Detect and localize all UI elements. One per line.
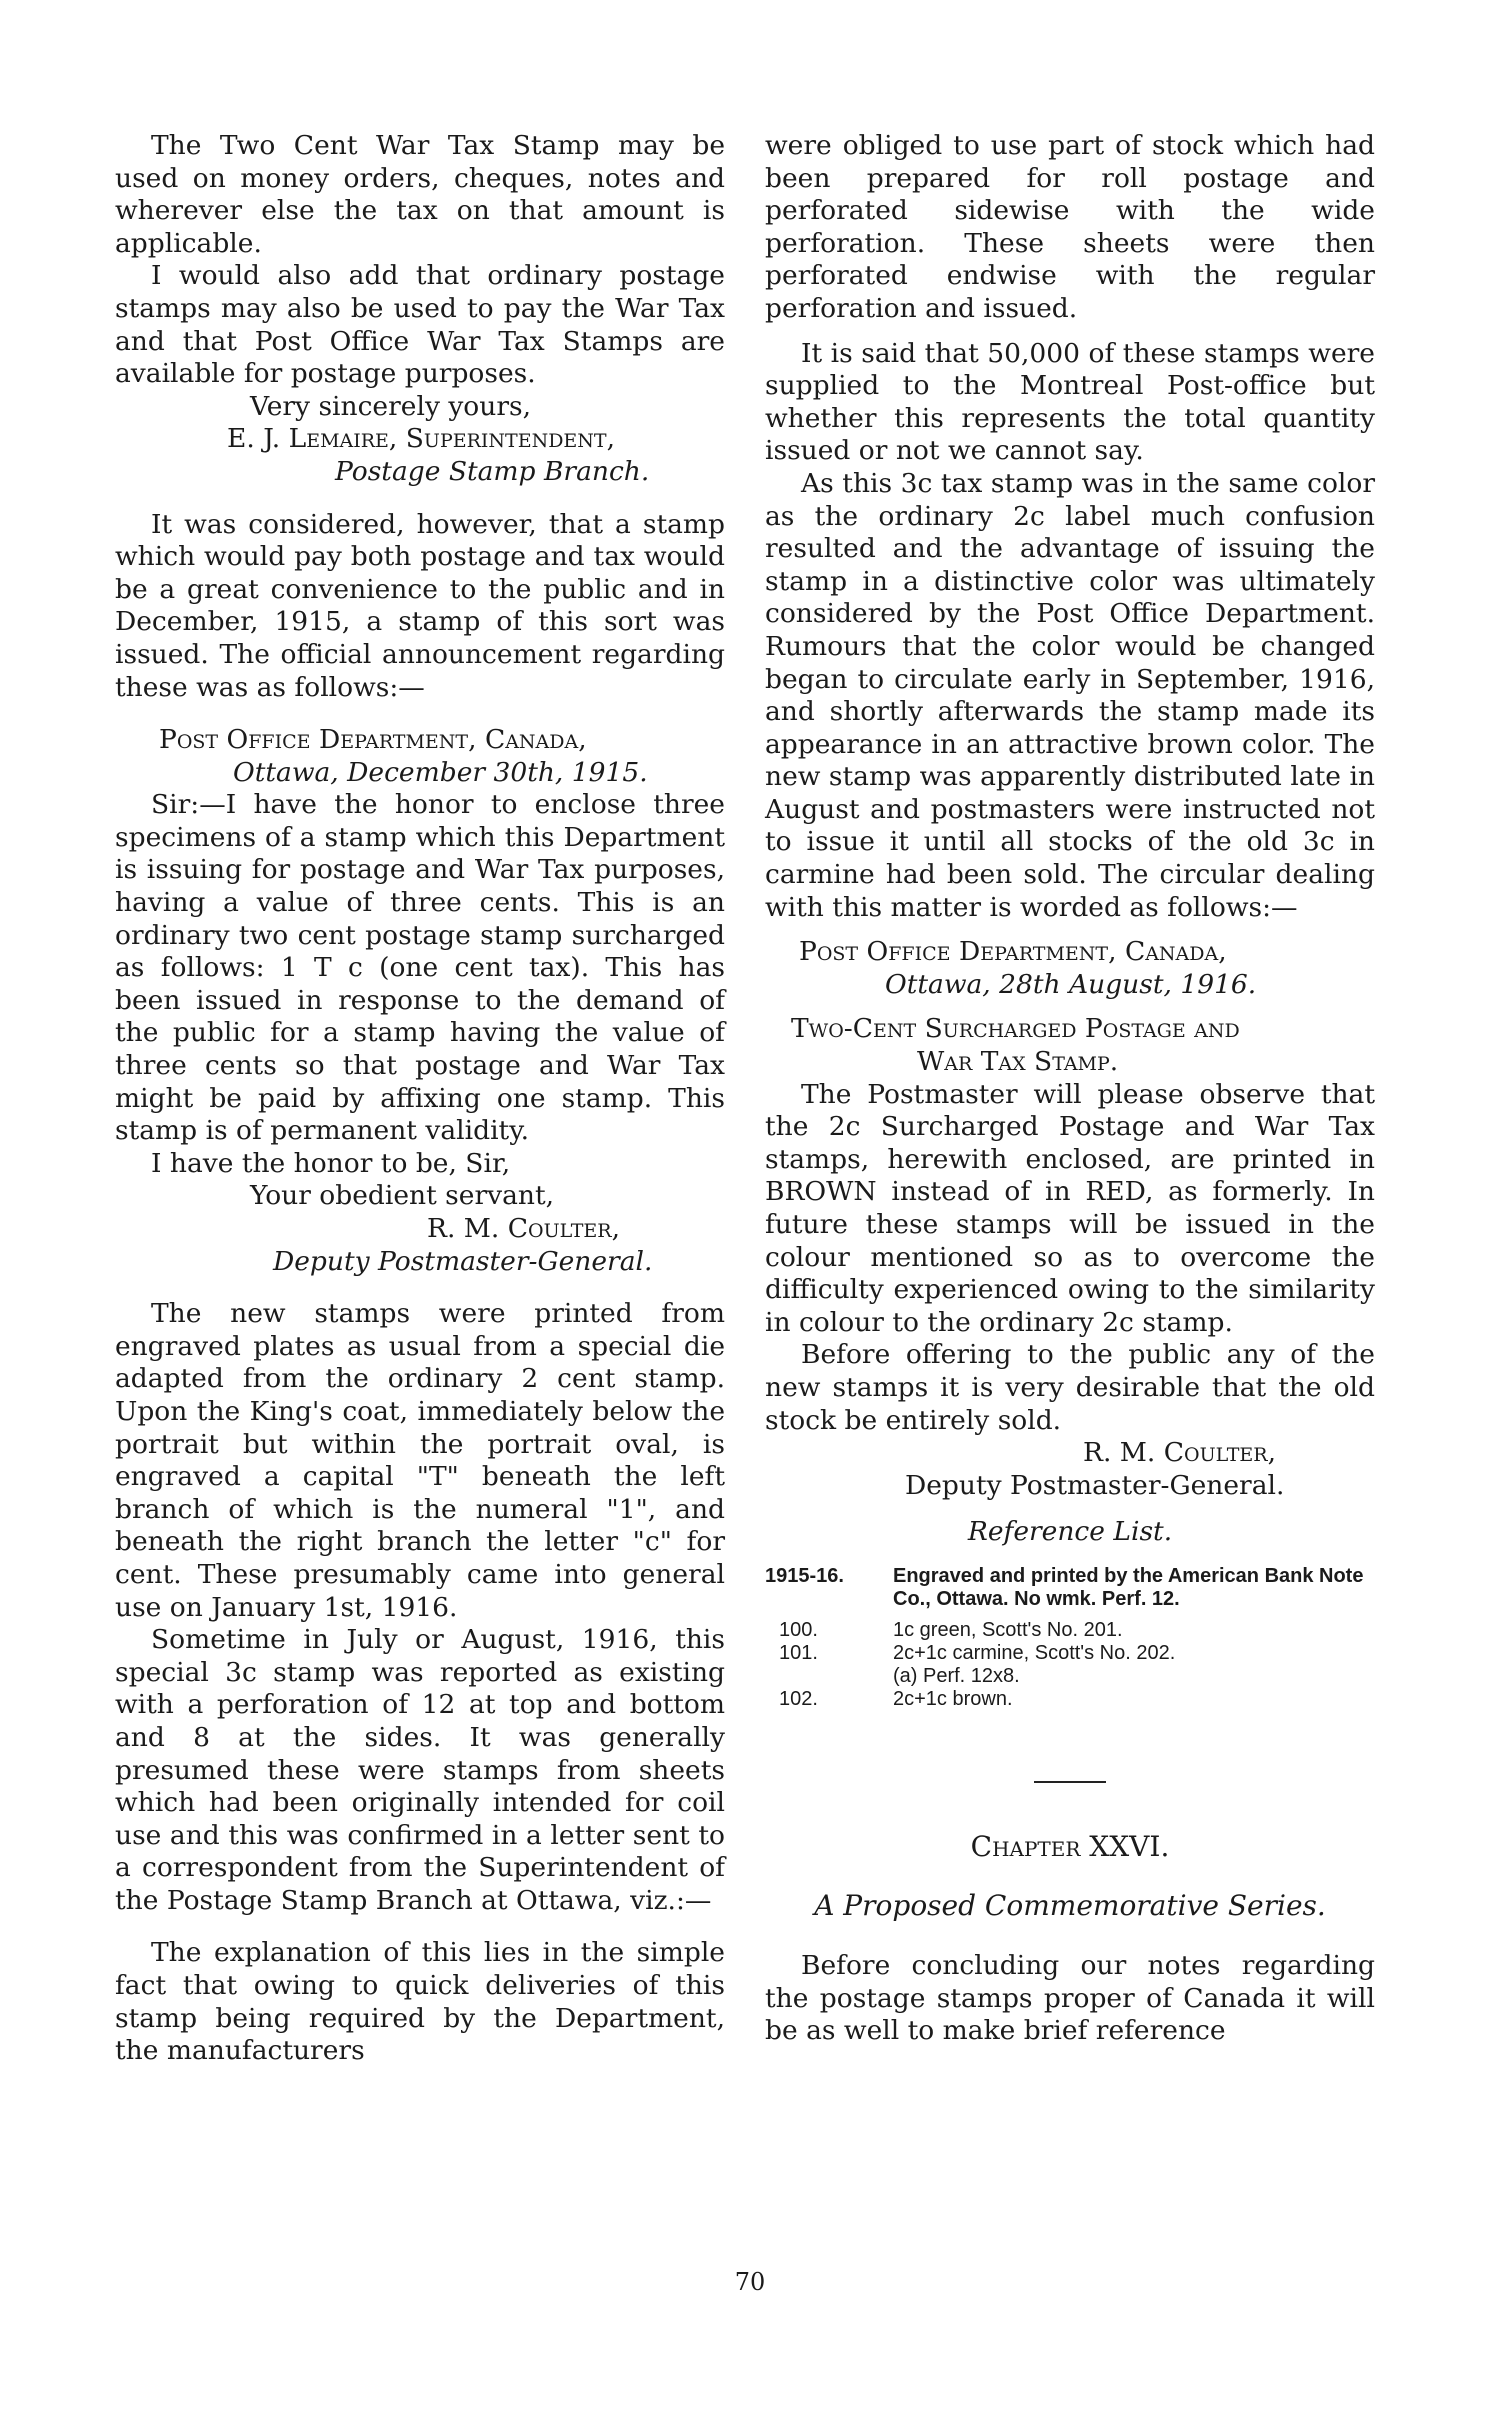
signature-name: R. M. Coulter, <box>427 1213 620 1244</box>
signature-name: E. J. Lemaire, Superintendent, <box>227 423 616 455</box>
right-column <box>765 130 1375 2048</box>
reference-year: 1915-16. <box>765 1564 844 1587</box>
reference-item <box>765 1688 1375 1711</box>
paragraph: Before offering to the public any of the new stamps it is very desirable that the old stock be entirely sold. <box>765 1339 1375 1436</box>
letter-dateline: Ottawa, 28th August, 1916. <box>885 968 1257 1000</box>
circular-heading: War Tax Stamp. <box>917 1046 1119 1078</box>
signature-title: Deputy Postmaster-General. <box>905 1469 1285 1501</box>
paragraph: Before concluding our notes regarding the postage stamps proper of Canada it will be as well to make brief reference <box>765 1950 1375 2047</box>
reference-text: 2c+1c brown. <box>893 1687 1013 1710</box>
reference-list <box>765 1565 1375 1711</box>
circular-heading: Two-Cent Surcharged Postage and <box>791 1013 1240 1045</box>
reference-text: 1c green, Scott's No. 201. <box>893 1618 1123 1641</box>
reference-item <box>765 1665 1375 1688</box>
paragraph: As this 3c tax stamp was in the same color as the ordinary 2c label much confusion resulted and the advantage of issuing the stamp in a distinctive color was ultimately considered by the Post Office Department. Rumours that the color would be changed began to circulate early in September, 1916, and shortly afterwards the stamp made its appearance in an attractive brown color. The new stamp was apparently distributed late in August and postmasters were instructed not to issue it until all stocks of the old 3c in carmine had been sold. The circular dealing with this matter is worded as follows:— <box>765 467 1375 923</box>
paragraph: Sir:—I have the honor to enclose three specimens of a stamp which this Department is issuing for postage and War Tax purposes, having a value of three cents. This is an ordinary two cent postage stamp surcharged as follows: 1 T c (one cent tax). This has been issued in response to the demand of the public for a stamp having the value of three cents so that postage and War Tax might be paid by affixing one stamp. This stamp is of permanent validity. <box>115 789 725 1147</box>
chapter-title: A Proposed Commemorative Series. <box>814 1888 1326 1922</box>
paragraph: I would also add that ordinary postage stamps may also be used to pay the War Tax and that Post Office War Tax Stamps are available for postage purposes. <box>115 260 725 390</box>
closing-line: Your obedient servant, <box>250 1180 555 1212</box>
reference-list-title: Reference List. <box>967 1516 1173 1548</box>
section-divider <box>1034 1781 1106 1783</box>
reference-text: (a) Perf. 12x8. <box>893 1664 1020 1687</box>
paragraph: The explanation of this lies in the simple fact that owing to quick deliveries of this stamp being required by the Department, the manufacturers <box>115 1937 725 2067</box>
paragraph: The new stamps were printed from engraved plates as usual from a special die adapted from the ordinary 2 cent stamp. Upon the King's coat, immediately below the portrait but within the portrait oval, is engraved a capital "T" beneath the left branch of which is the numeral "1", and beneath the right branch the letter "c" for cent. These presumably came into general use on January 1st, 1916. <box>115 1298 725 1623</box>
letter-heading: Post Office Department, Canada, <box>799 936 1227 968</box>
reference-item <box>765 1642 1375 1665</box>
left-column <box>115 130 725 2068</box>
letter-heading: Post Office Department, Canada, <box>159 724 587 756</box>
reference-number: 101. <box>779 1641 818 1664</box>
chapter-heading: Chapter XXVI. <box>970 1829 1170 1863</box>
paragraph: Sometime in July or August, 1916, this special 3c stamp was reported as existing with a perforation of 12 at top and bottom and 8 at the sides. It was generally presumed these were stamps from sheets which had been originally intended for coil use and this was confirmed in a letter sent to a correspondent from the Superintendent of the Postage Stamp Branch at Ottawa, viz.:— <box>115 1624 725 1916</box>
paragraph: were obliged to use part of stock which had been prepared for roll postage and perforated sidewise with the wide perforation. These sheets were then perforated endwise with the regular perforation and issued. <box>765 130 1375 324</box>
reference-text: 2c+1c carmine, Scott's No. 202. <box>893 1641 1176 1664</box>
paragraph: It is said that 50,000 of these stamps were supplied to the Montreal Post-office but whether this represents the total quantity issued or not we cannot say. <box>765 337 1375 467</box>
letter-dateline: Ottawa, December 30th, 1915. <box>233 756 648 788</box>
paragraph: It was considered, however, that a stamp which would pay both postage and tax would be a great convenience to the public and in December, 1915, a stamp of this sort was issued. The official announcement regarding these was as follows:— <box>115 508 725 703</box>
signature-title: Deputy Postmaster-General. <box>273 1245 653 1277</box>
reference-header-row <box>765 1565 1375 1611</box>
reference-item <box>765 1619 1375 1642</box>
signature-name: R. M. Coulter, <box>1083 1437 1276 1469</box>
page-number: 70 <box>734 2268 766 2296</box>
paragraph: The Postmaster will please observe that the 2c Surcharged Postage and War Tax stamps, herewith enclosed, are printed in BROWN instead of in RED, as formerly. In future these stamps will be issued in the colour mentioned so as to overcome the difficulty experienced owing to the similarity in colour to the ordinary 2c stamp. <box>765 1078 1375 1338</box>
closing-line: Very sincerely yours, <box>250 390 532 422</box>
closing-line: I have the honor to be, Sir, <box>151 1147 511 1179</box>
reference-description: Engraved and printed by the American Bank Note Co., Ottawa. No wmk. Perf. 12. <box>893 1564 1364 1610</box>
paragraph: The Two Cent War Tax Stamp may be used on money orders, cheques, notes and wherever else the tax on that amount is applicable. <box>115 130 725 259</box>
reference-number: 100. <box>779 1618 818 1641</box>
reference-number <box>765 1665 893 1688</box>
signature-title: Postage Stamp Branch. <box>335 455 650 487</box>
reference-number: 102. <box>779 1687 818 1710</box>
